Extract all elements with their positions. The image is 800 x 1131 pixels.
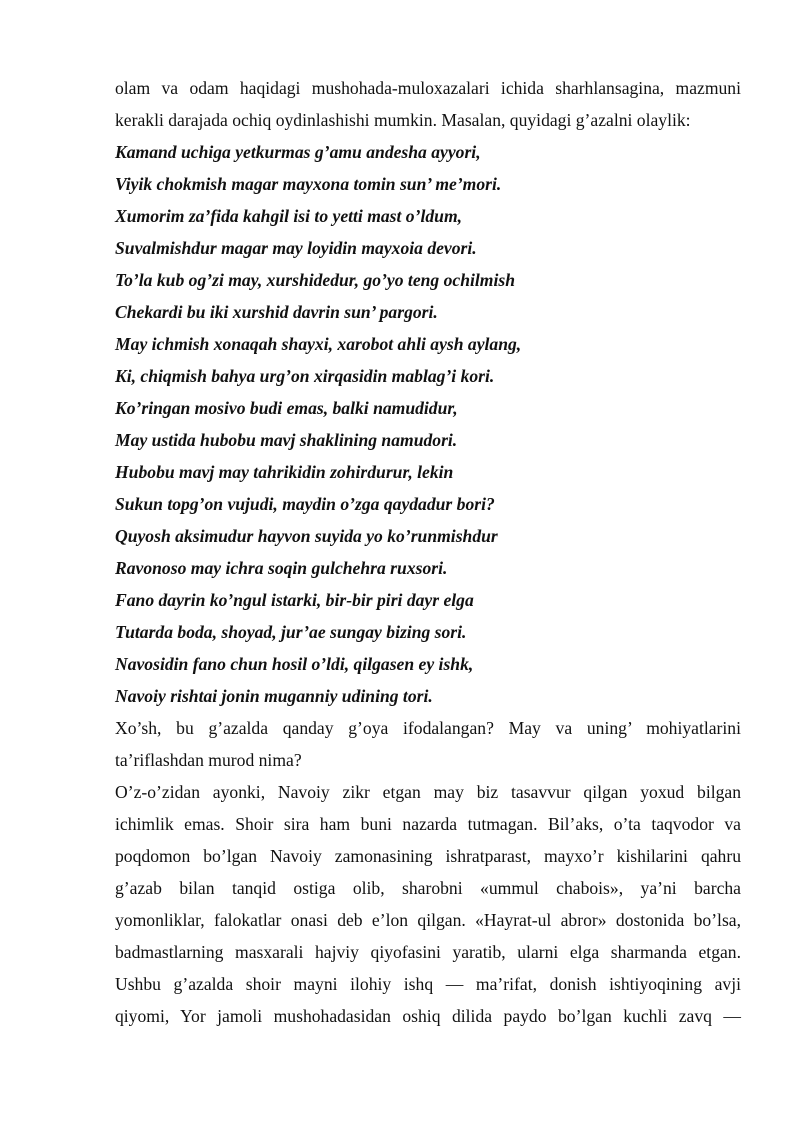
verse-line: Kamand uchiga yetkurmas g’amu andesha ayyori, <box>115 142 481 162</box>
text-line: O’z-o’zidan ayonki, Navoiy zikr etgan may biz tasavvur qilgan yoxud bilgan <box>115 782 741 802</box>
verse-line: Navoiy rishtai jonin muganniy udining tori. <box>115 686 433 706</box>
verse-line: Suvalmishdur magar may loyidin mayxoia devori. <box>115 238 477 258</box>
verse-line: Fano dayrin ko’ngul istarki, bir-bir piri dayr elga <box>115 590 474 610</box>
verse-line: Chekardi bu iki xurshid davrin sun’ pargori. <box>115 302 438 322</box>
verse-line: Viyik chokmish magar mayxona tomin sun’ me’mori. <box>115 174 502 194</box>
text-line: Xo’sh, bu g’azalda qanday g’oya ifodalangan? May va uning’ mohiyatlarini <box>115 718 741 738</box>
verse-line: Navosidin fano chun hosil o’ldi, qilgasen ey ishk, <box>115 654 474 674</box>
text-line: g’azab bilan tanqid ostiga olib, sharobni «ummul chabois», ya’ni barcha <box>115 878 741 898</box>
verse-line: Tutarda boda, shoyad, jur’ae sungay bizing sori. <box>115 622 467 642</box>
text-line: qiyomi, Yor jamoli mushohadasidan oshiq dilida paydo bo’lgan kuchli zavq — <box>115 1006 741 1026</box>
text-line: kerakli darajada ochiq oydinlashishi mumkin. Masalan, quyidagi g’azalni olaylik: <box>115 110 691 130</box>
text-line: ta’riflashdan murod nima? <box>115 750 302 770</box>
question-paragraph <box>115 712 741 776</box>
text-line: ichimlik emas. Shoir sira ham buni nazarda tutmagan. Bil’aks, o’ta taqvodor va <box>115 814 741 834</box>
text-line: olam va odam haqidagi mushohada-muloxazalari ichida sharhlansagina, mazmuni <box>115 78 741 98</box>
verse-line: Quyosh aksimudur hayvon suyida yo ko’runmishdur <box>115 526 498 546</box>
verse-line: May ustida hubobu mavj shaklining namudori. <box>115 430 458 450</box>
page-content <box>115 72 741 1032</box>
verse-line: May ichmish xonaqah shayxi, xarobot ahli aysh aylang, <box>115 334 522 354</box>
body-paragraph <box>115 776 741 1032</box>
intro-paragraph <box>115 72 741 136</box>
verse-line: To’la kub og’zi may, xurshidedur, go’yo teng ochilmish <box>115 270 515 290</box>
text-line: Ushbu g’azalda shoir mayni ilohiy ishq — ma’rifat, donish ishtiyoqining avji <box>115 974 741 994</box>
verse-line: Sukun topg’on vujudi, maydin o’zga qaydadur bori? <box>115 494 495 514</box>
verse-line: Hubobu mavj may tahrikidin zohirdurur, lekin <box>115 462 454 482</box>
text-line: badmastlarning masxarali hajviy qiyofasini yaratib, ularni elga sharmanda etgan. <box>115 942 741 962</box>
verse-line: Xumorim za’fida kahgil isi to yetti mast o’ldum, <box>115 206 463 226</box>
ghazal-verse <box>115 136 741 712</box>
text-line: yomonliklar, falokatlar onasi deb e’lon qilgan. «Hayrat-ul abror» dostonida bo’lsa, <box>115 910 741 930</box>
verse-line: Ravonoso may ichra soqin gulchehra ruxsori. <box>115 558 448 578</box>
verse-line: Ko’ringan mosivo budi emas, balki namudidur, <box>115 398 458 418</box>
verse-line: Ki, chiqmish bahya urg’on xirqasidin mablag’i kori. <box>115 366 495 386</box>
text-line: poqdomon bo’lgan Navoiy zamonasining ishratparast, mayxo’r kishilarini qahru <box>115 846 741 866</box>
